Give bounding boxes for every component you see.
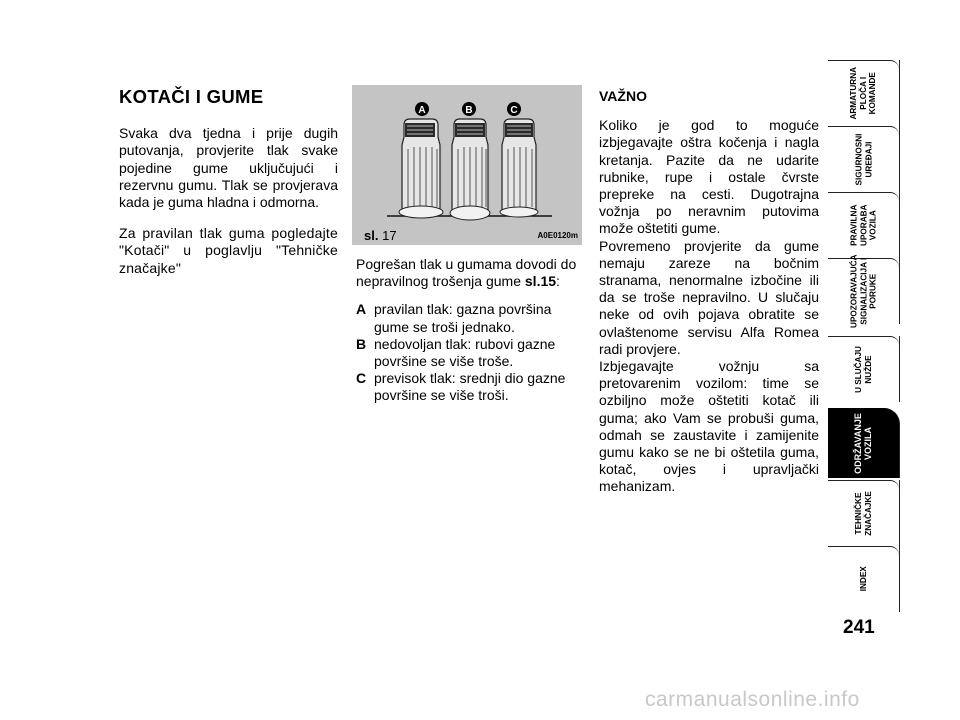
figure-code: A0E0120m — [537, 231, 578, 240]
figure-number — [364, 228, 397, 243]
tab-odrzavanje-vozila[interactable] — [828, 408, 900, 478]
wear-intro — [356, 256, 582, 290]
tab-label: PRAVILNA UPORABA VOZILA — [849, 204, 878, 246]
label-c: C — [510, 105, 518, 116]
label-b: B — [465, 105, 473, 116]
tab-tehnicke-znacajke[interactable] — [828, 480, 900, 546]
tire-b — [450, 119, 490, 220]
tab-label: U SLUČAJU NUŽDE — [853, 345, 873, 393]
tab-sigurnosni-uredaji[interactable] — [828, 126, 900, 192]
item-text: nedovoljan tlak: rubovi gazne površine se više troše. — [374, 335, 556, 370]
right-column — [599, 88, 819, 496]
tab-label: INDEX — [858, 566, 868, 592]
figure-prefix: sl. — [364, 228, 379, 243]
left-column — [119, 88, 338, 291]
pressure-reference-paragraph: Za pravilan tlak guma pogledajte "Kotači" u poglavlju "Tehničke značajke" — [119, 225, 338, 276]
tab-armaturna-ploca[interactable] — [828, 60, 900, 126]
list-item — [356, 301, 582, 335]
list-item — [356, 336, 582, 370]
tab-label: UPOZORAVAJUĆA SIGNALIZACIJA I PORUKE — [849, 254, 878, 328]
page-number: 241 — [843, 617, 875, 638]
list-item — [356, 370, 582, 404]
tab-index[interactable] — [828, 546, 900, 612]
figure-number-value: 17 — [382, 228, 397, 243]
important-paragraph-3: Izbjegavajte vožnju sa pretovarenim vozilom: time se ozbiljno može oštetiti kotač ili guma; ako Vam se probuši guma, odmah se zaustavite i zamijenite gumu kako se ne bi oštetila guma, kotač, ovjes i upravljački mehanizam. — [599, 358, 819, 495]
item-text: previsok tlak: srednji dio gazne površine se više troši. — [374, 370, 566, 404]
figure-ref: sl.15 — [524, 273, 557, 290]
tab-label: TEHNIČKE ZNAČAJKE — [854, 490, 873, 536]
tab-u-slucaju-nuzde[interactable] — [828, 336, 900, 402]
label-a-marker — [415, 102, 429, 116]
middle-column — [356, 256, 582, 405]
tire-a — [399, 119, 443, 218]
figure-caption — [352, 228, 582, 244]
tab-upozoravajuca-signalizacija[interactable] — [828, 254, 900, 328]
label-c-marker — [507, 102, 521, 116]
section-title: KOTAČI I GUME — [119, 86, 264, 107]
label-b-marker — [462, 102, 476, 116]
wear-intro-end: : — [556, 273, 560, 290]
intro-paragraph: Svaka dva tjedna i prije dugih putovanja, provjerite tlak svake pojedine gume uključujući i rezervnu gumu. Tlak se provjerava kada je guma hladna i odmorna. — [119, 125, 338, 211]
chapter-sidebar — [828, 60, 900, 620]
item-letter: A — [356, 301, 367, 318]
label-a: A — [418, 105, 426, 116]
tire-c — [500, 119, 538, 217]
item-text: pravilan tlak: gazna površina gume se troši jednako. — [374, 301, 552, 335]
important-paragraph-2: Povremeno provjerite da gume nemaju zareze na bočnim stranama, nenormalne izbočine ili da se troše nepravilno. U slučaju neke od ovih pojava obratite se ovlaštenome servisu Alfa Romea radi provjere. — [599, 237, 819, 357]
tab-label: ODRŽAVANJE VOZILA — [852, 412, 873, 474]
important-paragraph-1: Koliko je god to moguće izbjegavajte oštra kočenja i nagla kretanja. Pazite da ne udarite rubnike, rupe i ostale čvrste prepreke na cesti. Dugotrajna vožnja po neravnim putovima može oštetiti gume. — [599, 117, 819, 237]
important-heading: VAŽNO — [599, 88, 647, 104]
watermark: carmanualsonline.info — [645, 688, 860, 711]
item-letter: B — [356, 335, 367, 352]
wear-intro-text: Pogrešan tlak u gumama dovodi do nepravilnog trošenja gume — [356, 256, 577, 290]
tab-label: SIGURNOSNI UREĐAJI — [854, 133, 873, 185]
tire-wear-figure — [352, 85, 582, 245]
tab-label: ARMATURNA PLOČA I KOMANDE — [849, 66, 878, 120]
tire-illustration — [352, 85, 582, 245]
tab-pravilna-uporaba[interactable] — [828, 192, 900, 258]
item-letter: C — [356, 370, 367, 387]
